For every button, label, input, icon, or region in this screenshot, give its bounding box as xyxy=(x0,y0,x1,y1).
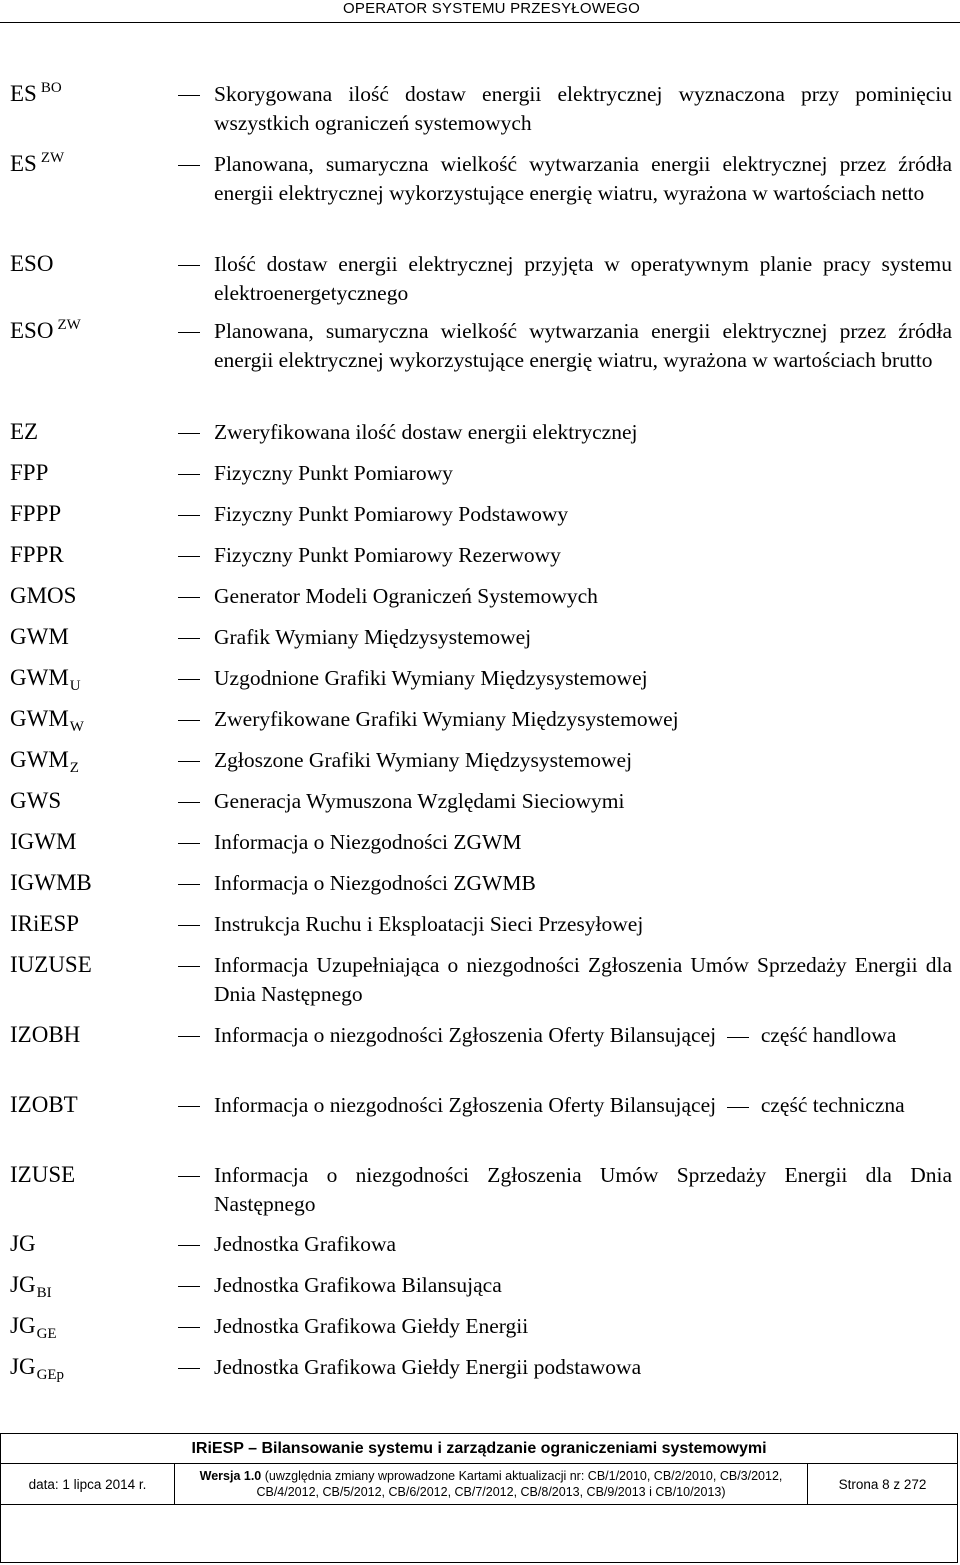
abbreviation xyxy=(10,250,53,278)
definition xyxy=(214,250,952,308)
definition xyxy=(214,1161,952,1219)
definition xyxy=(214,746,952,775)
definition-text: Planowana, sumaryczna wielkość wytwarzania energii elektrycznej przez źródła energii elektrycznej wykorzystujące energię wiatru, wyrażona w wartościach netto xyxy=(214,152,952,205)
abbreviation xyxy=(10,1230,36,1258)
definition-text: Instrukcja Ruchu i Eksploatacji Sieci Przesyłowej xyxy=(214,912,644,936)
definition xyxy=(214,582,952,611)
dash-separator xyxy=(178,1327,200,1328)
dash-separator xyxy=(178,165,200,166)
footer-version-label: Wersja 1.0 xyxy=(199,1469,262,1483)
definition-text: Informacja Uzupełniająca o niezgodności Zgłoszenia Umów Sprzedaży Energii dla Dnia Następnego xyxy=(214,953,952,1006)
definition xyxy=(214,1021,952,1050)
definition-text: Ilość dostaw energii elektrycznej przyjęta w operatywnym planie pracy systemu elektroenergetycznego xyxy=(214,252,952,305)
abbreviation xyxy=(10,418,38,446)
abbreviation xyxy=(10,910,79,938)
definition-text: Zweryfikowane Grafiki Wymiany Międzysystemowej xyxy=(214,707,679,731)
definition xyxy=(214,869,952,898)
abbreviation-text: JG xyxy=(10,1231,36,1256)
dash-separator xyxy=(178,265,200,266)
abbreviation xyxy=(10,541,64,569)
dash-separator xyxy=(178,884,200,885)
abbreviation-text: JG xyxy=(10,1313,36,1338)
abbreviation-text: FPPP xyxy=(10,501,62,526)
definition xyxy=(214,951,952,1009)
definition-text: Jednostka Grafikowa Bilansująca xyxy=(214,1273,502,1297)
dash-separator xyxy=(178,1286,200,1287)
definition-text: Jednostka Grafikowa xyxy=(214,1232,397,1256)
definition xyxy=(214,317,952,375)
abbreviation-text: GWM xyxy=(10,624,69,649)
footer-date: data: 1 lipca 2014 r. xyxy=(1,1464,175,1504)
abbreviation-text: ES xyxy=(10,81,37,106)
definition-text: Jednostka Grafikowa Giełdy Energii xyxy=(214,1314,529,1338)
dash-separator xyxy=(178,1245,200,1246)
abbreviation-text: IZUSE xyxy=(10,1162,76,1187)
definition-text: Grafik Wymiany Międzysystemowej xyxy=(214,625,532,649)
dash-separator xyxy=(178,1036,200,1037)
abbreviation-superscript: ZW xyxy=(40,150,65,166)
definition xyxy=(214,500,952,529)
abbreviation xyxy=(10,500,61,528)
definition-text-continued: część handlowa xyxy=(760,1023,897,1047)
definition xyxy=(214,418,952,447)
definition xyxy=(214,828,952,857)
abbreviation-text: ES xyxy=(10,151,37,176)
abbreviation-subscript: BI xyxy=(36,1285,52,1301)
definition-text: Fizyczny Punkt Pomiarowy Rezerwowy xyxy=(214,543,561,567)
definition xyxy=(214,459,952,488)
dash-separator xyxy=(178,556,200,557)
abbreviation xyxy=(10,80,62,111)
dash-separator xyxy=(178,433,200,434)
abbreviation xyxy=(10,317,81,348)
definition xyxy=(214,150,952,208)
abbreviation xyxy=(10,787,61,815)
abbreviation xyxy=(10,746,79,777)
definition xyxy=(214,541,952,570)
definition xyxy=(214,910,952,939)
dash-separator xyxy=(178,515,200,516)
definition xyxy=(214,664,952,693)
abbreviation xyxy=(10,664,81,695)
abbreviation-subscript: GE xyxy=(36,1326,57,1342)
abbreviation-text: IZOBH xyxy=(10,1022,81,1047)
definition xyxy=(214,1353,952,1382)
abbreviation-subscript: W xyxy=(69,719,84,735)
definition-text: Zweryfikowana ilość dostaw energii elektrycznej xyxy=(214,420,638,444)
dash-separator xyxy=(178,332,200,333)
dash-separator xyxy=(178,843,200,844)
dash-separator xyxy=(178,720,200,721)
footer-title: IRiESP – Bilansowanie systemu i zarządzanie ograniczeniami systemowymi xyxy=(0,1433,958,1463)
dash-separator xyxy=(178,1176,200,1177)
abbreviation-subscript: U xyxy=(69,678,81,694)
definition-text: Informacja o niezgodności Zgłoszenia Umów Sprzedaży Energii dla Dnia Następnego xyxy=(214,1163,952,1216)
header-title: OPERATOR SYSTEMU PRZESYŁOWEGO xyxy=(343,0,640,17)
abbreviation-text: GWM xyxy=(10,706,69,731)
dash-separator xyxy=(178,679,200,680)
dash-separator xyxy=(178,95,200,96)
dash-separator xyxy=(178,638,200,639)
abbreviation xyxy=(10,1312,57,1343)
dash-separator xyxy=(178,966,200,967)
page-header xyxy=(0,0,960,22)
dash-separator xyxy=(178,925,200,926)
abbreviation xyxy=(10,705,84,736)
abbreviation-text: ESO xyxy=(10,251,54,276)
abbreviation-text: FPP xyxy=(10,460,49,485)
definition xyxy=(214,1091,952,1120)
abbreviation xyxy=(10,828,76,856)
definition-text: Skorygowana ilość dostaw energii elektrycznej wyznaczona przy pominięciu wszystkich ograniczeń systemowych xyxy=(214,82,952,135)
abbreviation xyxy=(10,623,69,651)
abbreviation-subscript: Z xyxy=(69,760,79,776)
definition-text: Informacja o niezgodności Zgłoszenia Oferty Bilansującej xyxy=(214,1093,717,1117)
abbreviation xyxy=(10,459,48,487)
definition xyxy=(214,787,952,816)
abbreviation-text: EZ xyxy=(10,419,39,444)
abbreviation-text: IUZUSE xyxy=(10,952,92,977)
header-rule xyxy=(0,22,960,23)
abbreviation-text: GWS xyxy=(10,788,62,813)
abbreviation xyxy=(10,1161,75,1189)
abbreviation-text: GWM xyxy=(10,665,69,690)
abbreviation-text: IGWM xyxy=(10,829,77,854)
abbreviation-superscript: ZW xyxy=(57,317,81,333)
definition-text: Informacja o niezgodności Zgłoszenia Oferty Bilansującej xyxy=(214,1023,717,1047)
abbreviation xyxy=(10,951,92,979)
abbreviation xyxy=(10,582,76,610)
definition xyxy=(214,1230,952,1259)
definition-text: Fizyczny Punkt Pomiarowy Podstawowy xyxy=(214,502,569,526)
definition-text: Generacja Wymuszona Względami Sieciowymi xyxy=(214,789,625,813)
abbreviation xyxy=(10,1021,80,1049)
definition xyxy=(214,705,952,734)
inline-dash xyxy=(727,1107,749,1108)
dash-separator xyxy=(178,1106,200,1107)
definition-text-continued: część techniczna xyxy=(760,1093,905,1117)
definition xyxy=(214,1271,952,1300)
abbreviation-text: JG xyxy=(10,1272,36,1297)
definition-text: Informacja o Niezgodności ZGWMB xyxy=(214,871,536,895)
abbreviation-text: GMOS xyxy=(10,583,77,608)
inline-dash xyxy=(727,1037,749,1038)
abbreviation-subscript: GEp xyxy=(36,1367,65,1383)
abbreviation-text: ESO xyxy=(10,318,54,343)
definition-text: Zgłoszone Grafiki Wymiany Międzysystemowej xyxy=(214,748,633,772)
abbreviation xyxy=(10,1353,64,1384)
definition xyxy=(214,80,952,138)
abbreviation xyxy=(10,150,64,181)
definition-text: Planowana, sumaryczna wielkość wytwarzania energii elektrycznej przez źródła energii elektrycznej wykorzystujące energię wiatru, wyrażona w wartościach brutto xyxy=(214,319,952,372)
dash-separator xyxy=(178,802,200,803)
abbreviation-text: IZOBT xyxy=(10,1092,78,1117)
abbreviation-superscript: BO xyxy=(40,80,62,96)
footer-empty-box xyxy=(0,1504,958,1563)
dash-separator xyxy=(178,1368,200,1369)
definition xyxy=(214,1312,952,1341)
abbreviation-text: FPPR xyxy=(10,542,64,567)
footer-info-row xyxy=(0,1463,958,1505)
abbreviation-text: IRiESP xyxy=(10,911,80,936)
definition-text: Informacja o Niezgodności ZGWM xyxy=(214,830,522,854)
dash-separator xyxy=(178,474,200,475)
abbreviation-text: JG xyxy=(10,1354,36,1379)
abbreviation xyxy=(10,1271,52,1302)
page-footer xyxy=(0,1433,958,1563)
footer-version-note: (uwzględnia zmiany wprowadzone Kartami aktualizacji nr: CB/1/2010, CB/2/2010, CB/3/2012, CB/4/2012, CB/5/2012, CB/6/2012, CB/7/2012, CB/8/2013, CB/9/2013 i CB/10/2013) xyxy=(256,1469,783,1499)
abbreviation xyxy=(10,1091,78,1119)
definition-text: Uzgodnione Grafiki Wymiany Międzysystemowej xyxy=(214,666,648,690)
dash-separator xyxy=(178,761,200,762)
dash-separator xyxy=(178,597,200,598)
abbreviation xyxy=(10,869,92,897)
abbreviation-text: GWM xyxy=(10,747,69,772)
definition-text: Fizyczny Punkt Pomiarowy xyxy=(214,461,453,485)
definition xyxy=(214,623,952,652)
definition-text: Generator Modeli Ograniczeń Systemowych xyxy=(214,584,598,608)
abbreviation-text: IGWMB xyxy=(10,870,92,895)
footer-version xyxy=(175,1464,808,1504)
definition-text: Jednostka Grafikowa Giełdy Energii podstawowa xyxy=(214,1355,642,1379)
footer-page-number: Strona 8 z 272 xyxy=(838,1476,927,1492)
